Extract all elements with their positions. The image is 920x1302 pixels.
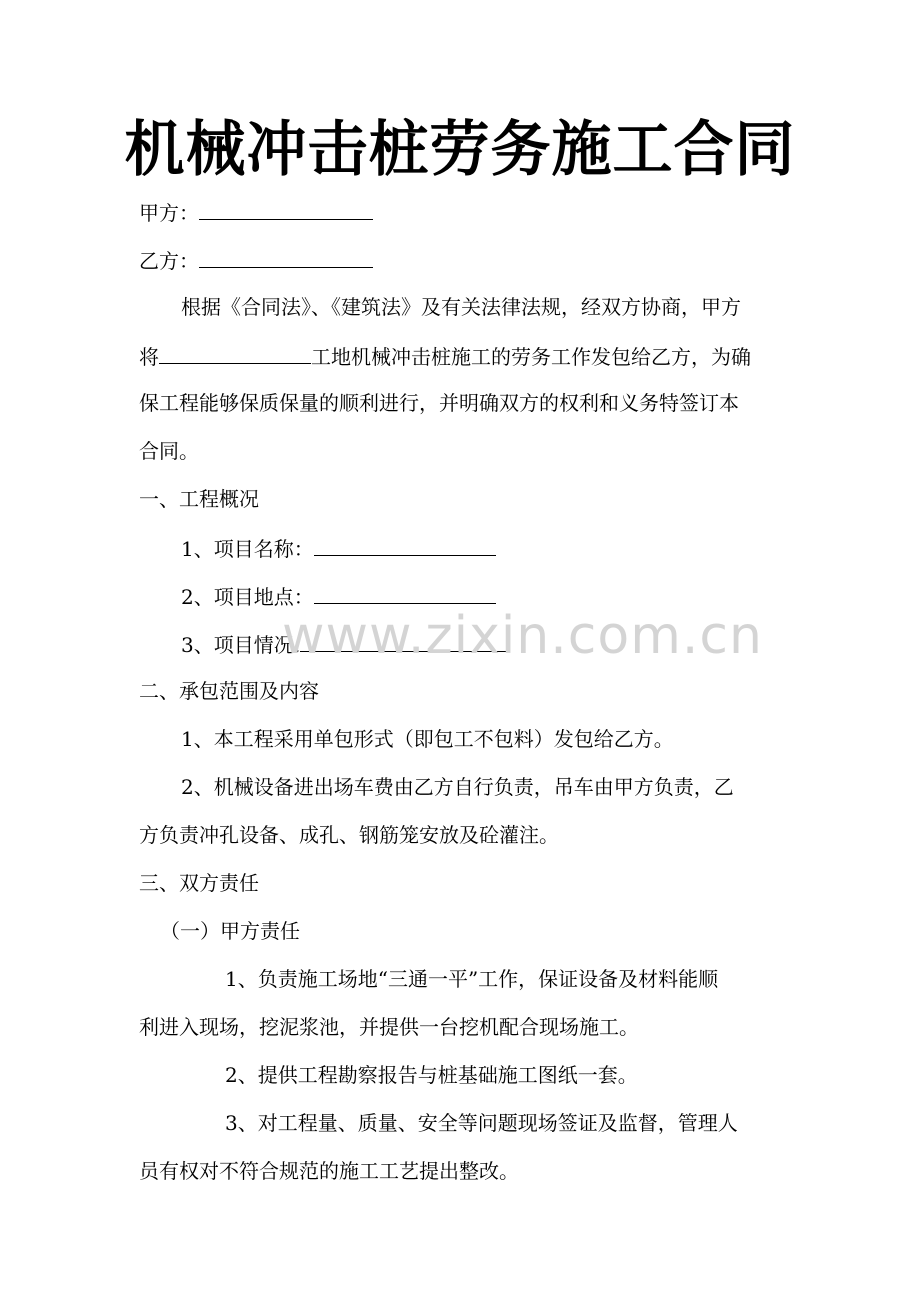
- project-status-label: 3、项目情况:: [181, 633, 301, 657]
- party-b-line: [139, 245, 373, 275]
- project-location-blank: [314, 581, 496, 604]
- duty-item-3-line-1: 3、对工程量、质量、安全等问题现场签证及监督，管理人: [225, 1111, 738, 1135]
- section-3-heading: 三、双方责任: [139, 871, 259, 895]
- duty-item-1-line-2: 利进入现场，挖泥浆池，并提供一台挖机配合现场施工。: [139, 1015, 639, 1039]
- party-a-duties-heading: （一）甲方责任: [160, 919, 300, 943]
- watermark: www.zixin.com.cn: [282, 606, 763, 666]
- project-location-label: 2、项目地点：: [181, 585, 314, 609]
- party-b-label: 乙方：: [139, 249, 199, 273]
- project-name-line: [181, 533, 496, 563]
- party-a-blank: [199, 197, 373, 220]
- intro-line-2-prefix: 将: [139, 345, 159, 369]
- intro-line-2-suffix: 工地机械冲击桩施工的劳务工作发包给乙方，为确: [311, 345, 751, 369]
- project-name-blank: [314, 533, 496, 556]
- document-title: 机械冲击桩劳务施工合同: [124, 115, 796, 185]
- scope-item-2-line-2: 方负责冲孔设备、成孔、钢筋笼安放及砼灌注。: [139, 823, 559, 847]
- intro-line-2: [139, 341, 751, 371]
- duty-item-1-line-1: 1、负责施工场地“三通一平”工作，保证设备及材料能顺: [225, 967, 719, 991]
- project-name-label: 1、项目名称：: [181, 537, 314, 561]
- scope-item-2-line-1: 2、机械设备进出场车费由乙方自行负责，吊车由甲方负责，乙: [181, 775, 734, 799]
- section-2-heading: 二、承包范围及内容: [139, 679, 319, 703]
- party-a-line: [139, 197, 373, 227]
- duty-item-2: 2、提供工程勘察报告与桩基础施工图纸一套。: [225, 1063, 638, 1087]
- section-1-heading: 一、工程概况: [139, 487, 259, 511]
- party-a-label: 甲方：: [139, 201, 199, 225]
- project-site-blank: [159, 341, 311, 364]
- intro-line-3: 保工程能够保质保量的顺利进行，并明确双方的权利和义务特签订本: [139, 391, 739, 415]
- scope-item-1: 1、本工程采用单包形式（即包工不包料）发包给乙方。: [181, 727, 674, 751]
- intro-line-4: 合同。: [139, 439, 199, 463]
- intro-line-1: 根据《合同法》、《建筑法》及有关法律法规，经双方协商，甲方: [181, 295, 741, 319]
- party-b-blank: [199, 245, 373, 268]
- duty-item-3-line-2: 员有权对不符合规范的施工工艺提出整改。: [139, 1159, 519, 1183]
